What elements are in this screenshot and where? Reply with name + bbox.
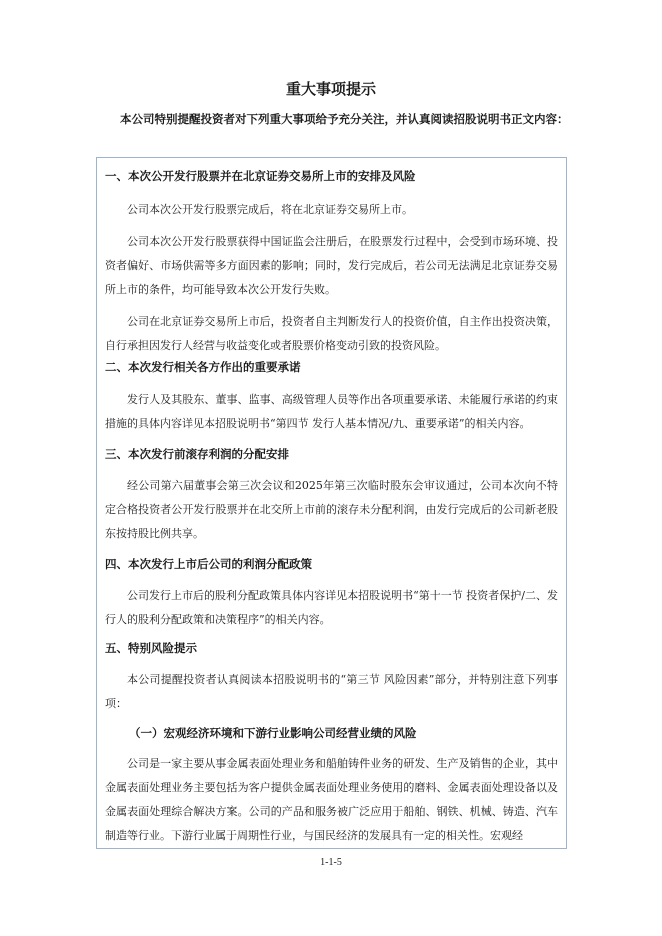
section-1-heading: 一、本次公开发行股票并在北京证券交易所上市的安排及风险 [105,169,416,183]
section-3-heading: 三、本次发行前滚存利润的分配安排 [105,447,289,461]
subsection-1-heading: （一）宏观经济环境和下游行业影响公司经营业绩的风险 [129,726,417,740]
section-1-paragraph-3: 公司在北京证券交易所上市后，投资者自主判断发行人的投资价值，自主作出投资决策，自行承担因发行人经营与收益变化或者股票价格变动引致的投资风险。 [105,315,558,352]
content-box [96,157,567,849]
section-4-heading: 四、本次发行上市后公司的利润分配政策 [105,557,312,571]
page-title: 重大事项提示 [285,80,376,98]
page-number: 1-1-5 [320,857,342,868]
section-1-paragraph-2: 公司本次公开发行股票获得中国证监会注册后，在股票发行过程中，会受到市场环境、投资者偏好、市场供需等多方面因素的影响；同时，发行完成后，若公司无法满足北京证券交易所上市的条件，均可能导致本次公开发行失败。 [105,235,558,296]
section-5-paragraph-1: 本公司提醒投资者认真阅读本招股说明书的“第三节 风险因素”部分，并特别注意下列事项： [105,673,558,710]
section-5-heading: 五、特别风险提示 [105,641,197,655]
section-1-paragraph-1: 公司本次公开发行股票完成后，将在北京证券交易所上市。 [127,203,413,216]
intro-paragraph: 本公司特别提醒投资者对下列重大事项给予充分关注，并认真阅读招股说明书正文内容： [120,112,569,126]
section-2-heading: 二、本次发行相关各方作出的重要承诺 [105,360,301,374]
section-4-paragraph-1: 公司发行上市后的股利分配政策具体内容详见本招股说明书“第十一节 投资者保护/二、发行人的股利分配政策和决策程序”的相关内容。 [105,589,558,626]
section-2-paragraph-1: 发行人及其股东、董事、监事、高级管理人员等作出各项重要承诺、未能履行承诺的约束措施的具体内容详见本招股说明书“第四节 发行人基本情况/九、重要承诺”的相关内容。 [105,393,558,430]
section-3-paragraph-1: 经公司第六届董事会第三次会议和2025年第三次临时股东会审议通过，公司本次向不特定合格投资者公开发行股票并在北交所上市前的滚存未分配利润，由发行完成后的公司新老股东按持股比例共享。 [105,479,558,540]
subsection-1-paragraph: 公司是一家主要从事金属表面处理业务和船舶铸件业务的研发、生产及销售的企业，其中金属表面处理业务主要包括为客户提供金属表面处理业务使用的磨料、金属表面处理设备以及金属表面处理综合解决方案。公司的产品和服务被广泛应用于船舶、钢铁、机械、铸造、汽车制造等行业。下游行业属于周期性行业，与国民经济的发展具有一定的相关性。宏观经 [105,757,558,842]
